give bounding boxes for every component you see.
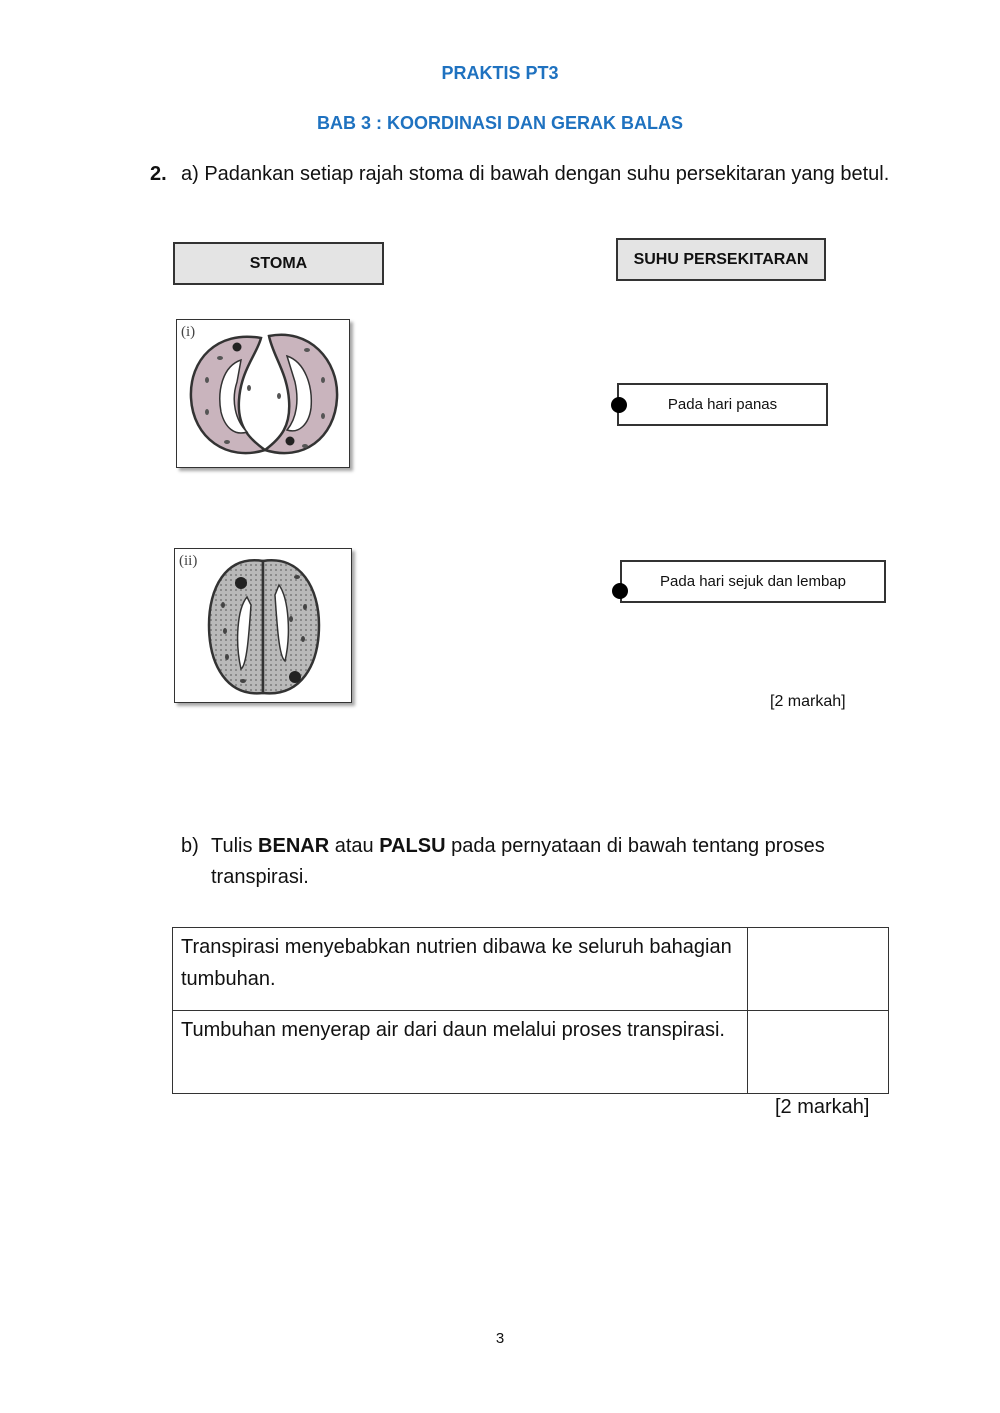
true-false-table	[172, 927, 889, 1094]
statement-cell: Transpirasi menyebabkan nutrien dibawa ke seluruh bahagian tumbuhan.	[173, 928, 748, 1011]
question-b-text-part: atau	[329, 835, 380, 857]
stoma-open-icon	[177, 320, 349, 467]
table-row	[173, 1011, 889, 1094]
statement-cell: Tumbuhan menyerap air dari daun melalui proses transpirasi.	[173, 1011, 748, 1094]
match-point-hot-day[interactable]	[611, 397, 627, 413]
question-number: 2.	[150, 163, 167, 185]
benar-keyword: BENAR	[258, 835, 330, 857]
option-hot-day[interactable]: Pada hari panas	[617, 383, 828, 426]
page-title: PRAKTIS PT3	[441, 63, 559, 83]
question-b-text	[211, 831, 871, 893]
stoma-image-open	[176, 319, 350, 468]
option-cold-humid-day[interactable]: Pada hari sejuk dan lembap	[620, 560, 886, 603]
marks-b: [2 markah]	[775, 1096, 870, 1118]
environment-header: SUHU PERSEKITARAN	[616, 238, 826, 281]
palsu-keyword: PALSU	[379, 835, 446, 857]
chapter-title: BAB 3 : KOORDINASI DAN GERAK BALAS	[316, 113, 683, 133]
question-b-prefix: b)	[181, 835, 199, 857]
stoma-image-label: (i)	[181, 324, 196, 340]
table-row	[173, 928, 889, 1011]
stoma-image-label: (ii)	[179, 553, 198, 569]
stoma-closed-icon	[175, 549, 351, 702]
stoma-image-closed	[174, 548, 352, 703]
stoma-header: STOMA	[173, 242, 384, 285]
marks-a: [2 markah]	[770, 693, 846, 710]
question-a-text: a) Padankan setiap rajah stoma di bawah dengan suhu persekitaran yang betul.	[181, 163, 890, 185]
question-b-text-part: pada pernyataan di bawah tentang proses transpirasi.	[211, 835, 825, 888]
answer-cell[interactable]	[748, 928, 889, 1011]
question-b-text-part: Tulis	[211, 835, 259, 857]
page-number: 3	[495, 1330, 505, 1347]
answer-cell[interactable]	[748, 1011, 889, 1094]
match-point-cold-humid-day[interactable]	[612, 583, 628, 599]
